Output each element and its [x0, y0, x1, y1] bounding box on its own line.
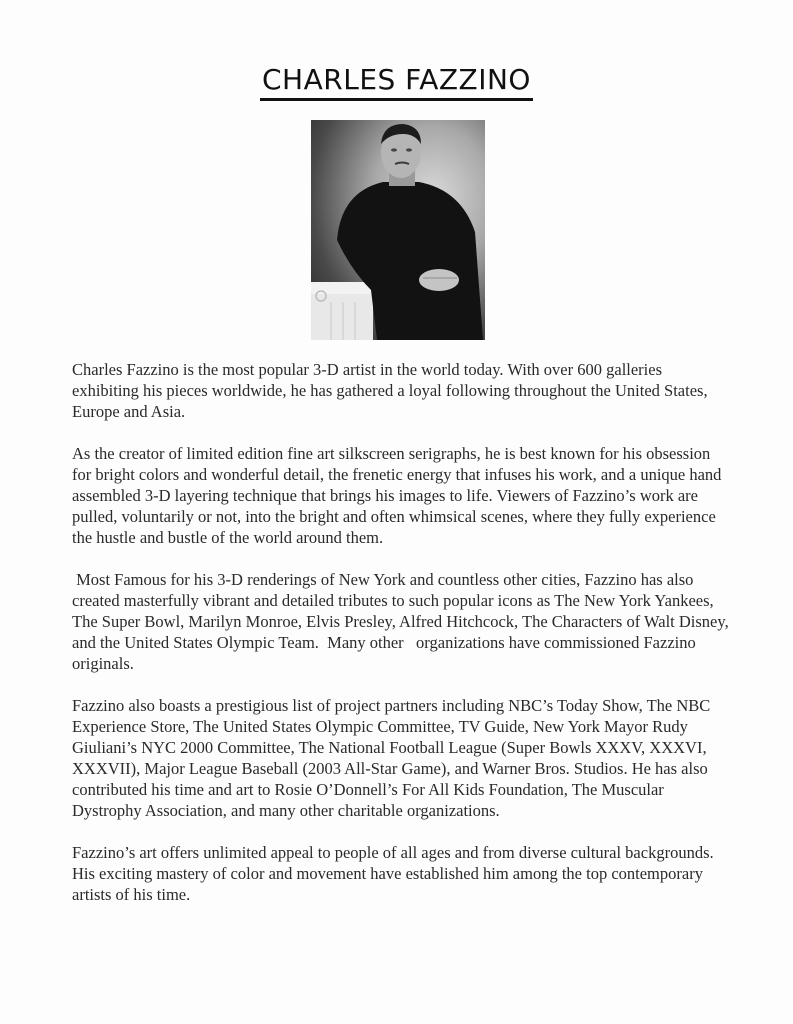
paragraph-famous-works: Most Famous for his 3-D renderings of New York and countless other cities, Fazzino has also created masterfully vibrant and detailed tributes to such popular icons as The New York Yankees, The Super Bowl, Marilyn Monroe, Elvis Presley, Alfred Hitchcock, The Characters of Walt Disney, and the United States Olympic Team. Many other organizations have commissioned Fazzino originals. [72, 570, 733, 673]
portrait-photo [311, 120, 485, 340]
document-body [72, 359, 732, 926]
portrait-illustration [311, 120, 485, 340]
hands-shape [419, 269, 459, 291]
pillar-shape [311, 288, 373, 340]
paragraph-partners: Fazzino also boasts a prestigious list of project partners including NBC’s Today Show, The NBC Experience Store, The United States Olympic Committee, TV Guide, New York Mayor Rudy Giuliani’s NYC 2000 Committee, The National Football League (Super Bowls XXXV, XXXVI, XXXVII), Major League Baseball (2003 All-Star Game), and Warner Bros. Studios. He has also contributed his time and art to Rosie O’Donnell’s For All Kids Foundation, The Muscular Dystrophy Association, and many other charitable organizations. [72, 696, 711, 820]
paragraph-intro: Charles Fazzino is the most popular 3-D artist in the world today. With over 600 galleries exhibiting his pieces worldwide, he has gathered a loyal following throughout the United States, Europe and Asia. [72, 360, 708, 421]
page-title [0, 63, 793, 101]
page-title-text: CHARLES FAZZINO [260, 63, 533, 101]
paragraph-appeal: Fazzino’s art offers unlimited appeal to people of all ages and from diverse cultural backgrounds. His exciting mastery of color and movement have established him among the top contemporary artists of his time. [72, 843, 714, 904]
paragraph-technique: As the creator of limited edition fine art silkscreen serigraphs, he is best known for his obsession for bright colors and wonderful detail, the frenetic energy that infuses his work, and a unique hand assembled 3-D layering technique that brings his images to life. Viewers of Fazzino’s work are pulled, voluntarily or not, into the bright and often whimsical scenes, where they fully experience the hustle and bustle of the world around them. [72, 444, 722, 547]
